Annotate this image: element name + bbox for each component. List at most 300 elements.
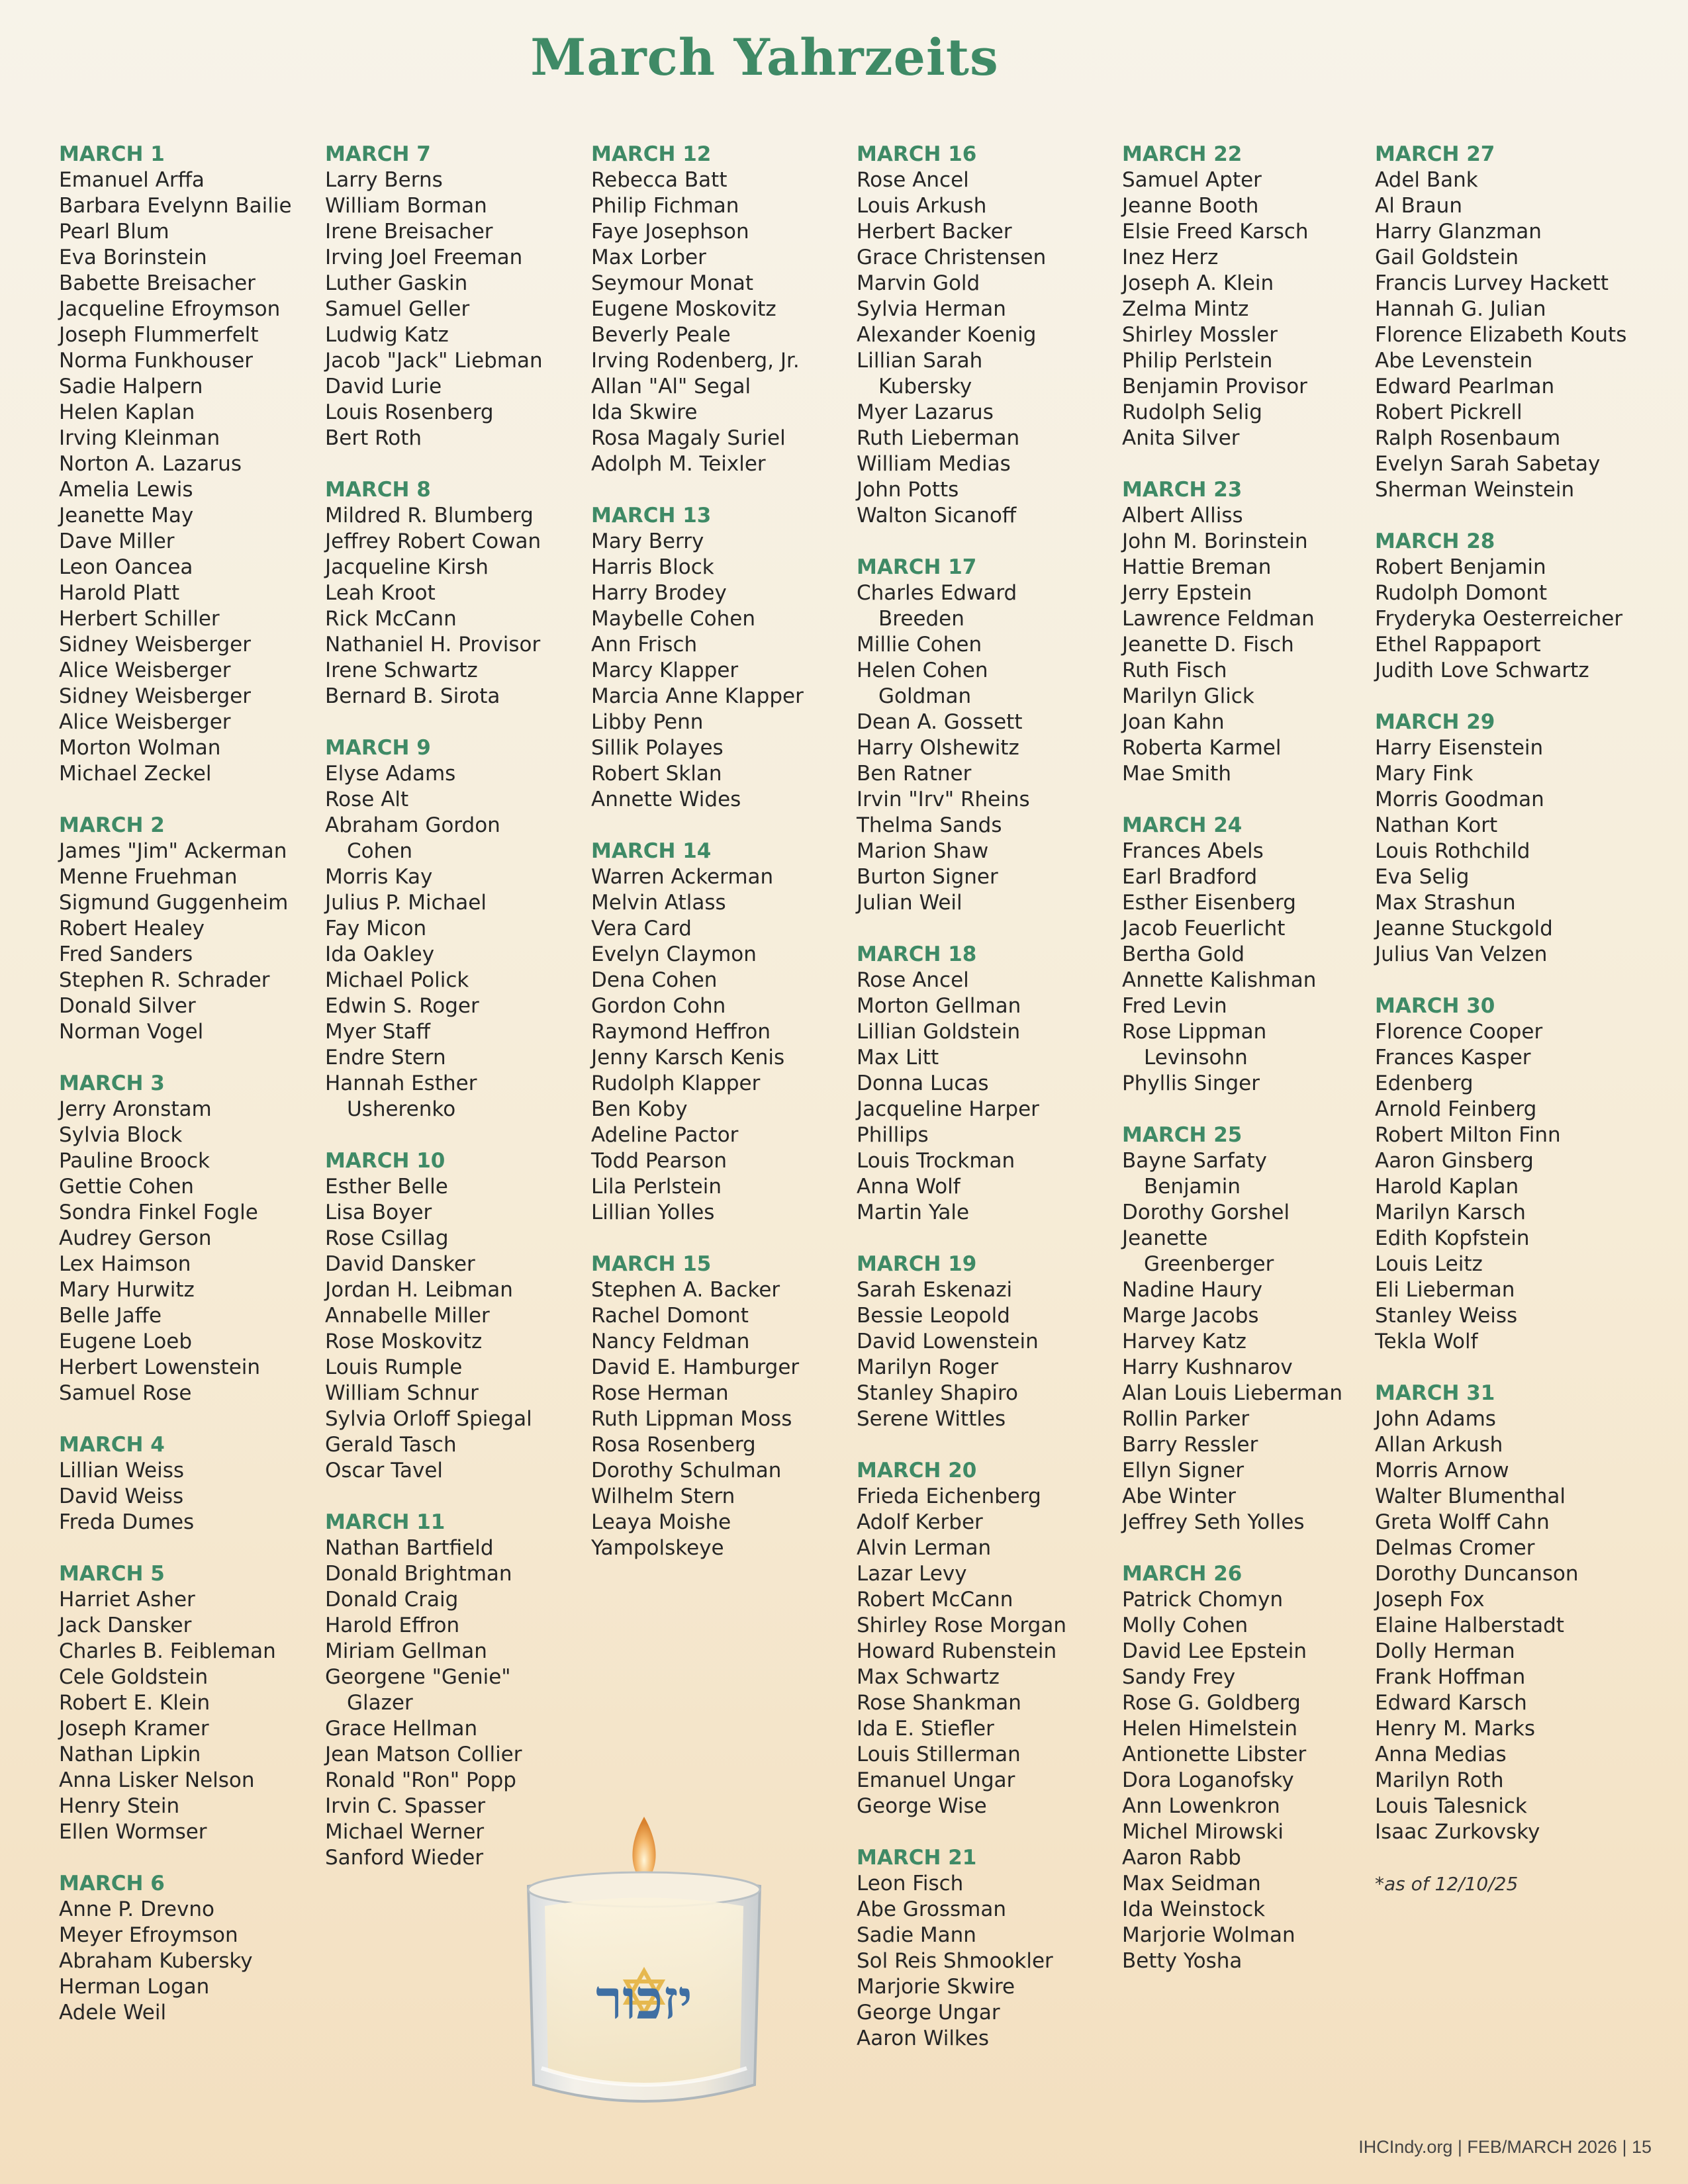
name-text: Joseph Fox [1375, 1588, 1485, 1612]
date-group [59, 1871, 292, 2026]
name-entry [59, 839, 292, 864]
name-text: Walter Blumenthal [1375, 1484, 1566, 1508]
name-entry [1375, 1277, 1626, 1303]
name-text: Rose Alt [325, 788, 409, 811]
name-entry [591, 1381, 804, 1406]
name-text: Harriet Asher [59, 1588, 195, 1612]
name-entry [1375, 1174, 1626, 1200]
name-text: Bertha Gold [1122, 942, 1245, 966]
name-text: Sylvia Orloff Spiegal [325, 1407, 532, 1431]
name-text: Adele Weil [59, 2001, 167, 2025]
name-text: Serene Wittles [857, 1407, 1006, 1431]
date-group [1375, 709, 1626, 968]
name-text: Leah Kroot [325, 581, 436, 605]
name-entry [857, 1045, 1066, 1071]
name-text: Judith Love Schwartz [1375, 659, 1589, 682]
name-entry [591, 374, 804, 400]
name-text: Michel Mirowski [1122, 1820, 1284, 1844]
name-text: Max Seidman [1122, 1872, 1261, 1895]
name-text: Earl Bradford [1122, 865, 1258, 889]
name-entry [1375, 451, 1626, 477]
name-text: Sidney Weisberger [59, 633, 252, 657]
name-entry [591, 632, 804, 658]
name-entry [325, 1561, 543, 1587]
name-entry [857, 1768, 1066, 1794]
name-text: Charles B. Feibleman [59, 1639, 276, 1663]
name-text: Leaya Moishe [591, 1510, 731, 1534]
name-entry [1375, 1200, 1626, 1226]
name-entry [1122, 1845, 1342, 1871]
date-heading: MARCH 28 [1375, 529, 1495, 553]
name-entry [591, 348, 804, 374]
date-heading: MARCH 17 [857, 555, 977, 579]
name-text: Millie Cohen [857, 633, 982, 657]
name-entry [591, 916, 804, 942]
name-entry [1375, 1613, 1626, 1639]
name-entry [857, 1071, 1066, 1097]
name-text: Jerry Aronstam [59, 1097, 212, 1121]
name-text: Thelma Sands [857, 813, 1002, 837]
date-group [1375, 1381, 1626, 1845]
name-text: Henry Stein [59, 1794, 180, 1818]
name-entry [1122, 864, 1342, 890]
name-entry [59, 709, 292, 735]
name-entry [325, 890, 543, 916]
name-entry [1122, 968, 1342, 993]
name-text: Ralph Rosenbaum [1375, 426, 1561, 450]
name-text: Myer Staff [325, 1020, 430, 1044]
name-text: Abe Grossman [857, 1897, 1007, 1921]
name-entry [857, 1794, 1066, 1819]
date-group [857, 942, 1066, 1226]
name-text: Tekla Wolf [1375, 1330, 1478, 1353]
name-entry [325, 374, 543, 400]
name-entry [857, 1716, 1066, 1742]
name-text: Julius P. Michael [325, 891, 487, 915]
name-entry [1122, 1406, 1342, 1432]
name-entry [591, 400, 804, 426]
name-text: Florence Elizabeth Kouts [1375, 323, 1627, 347]
name-entry [325, 503, 543, 529]
name-entry [59, 503, 292, 529]
date-heading: MARCH 1 [59, 142, 165, 166]
name-entry [325, 1200, 543, 1226]
name-entry [857, 1948, 1066, 1974]
date-group [325, 477, 543, 709]
date-group [1122, 1561, 1342, 1974]
date-heading: MARCH 23 [1122, 478, 1243, 502]
name-entry [59, 2000, 292, 2026]
name-text: Florence Cooper [1375, 1020, 1543, 1044]
name-entry [1122, 400, 1342, 426]
name-entry [59, 1510, 292, 1535]
name-entry [325, 1226, 543, 1251]
name-entry [1375, 1329, 1626, 1355]
name-entry [1375, 890, 1626, 916]
name-text: Stephen R. Schrader [59, 968, 270, 992]
name-text: Rudolph Klapper [591, 1071, 761, 1095]
name-entry [1122, 761, 1342, 787]
name-entry [59, 1122, 292, 1148]
name-text: Abe Levenstein [1375, 349, 1533, 373]
name-entry [59, 374, 292, 400]
name-text: Emanuel Arffa [59, 168, 205, 192]
name-text: Anna Medias [1375, 1743, 1507, 1766]
name-entry [325, 787, 543, 813]
page-footer: IHCIndy.org | FEB/MARCH 2026 | 15 [1358, 2137, 1652, 2157]
name-entry [59, 1381, 292, 1406]
name-text: Herbert Lowenstein [59, 1355, 261, 1379]
name-text: Abraham Gordon [325, 813, 500, 837]
name-entry [1122, 1381, 1342, 1406]
name-text: Frieda Eichenberg [857, 1484, 1041, 1508]
name-text: Jean Matson Collier [325, 1743, 522, 1766]
name-continuation: Breeden [878, 607, 964, 631]
name-text: Belle Jaffe [59, 1304, 162, 1328]
name-entry [591, 1148, 804, 1174]
name-text: Aaron Wilkes [857, 2026, 990, 2050]
name-entry [59, 1768, 292, 1794]
name-text: Rose Ancel [857, 168, 969, 192]
name-entry [1122, 839, 1342, 864]
name-entry [325, 864, 543, 890]
date-group [1375, 529, 1626, 684]
name-entry [857, 1613, 1066, 1639]
name-entry [1122, 322, 1342, 348]
name-text: Lillian Goldstein [857, 1020, 1021, 1044]
name-entry [1375, 1406, 1626, 1432]
name-text: Oscar Tavel [325, 1459, 444, 1482]
date-group [591, 839, 804, 1226]
name-text: Robert McCann [857, 1588, 1013, 1612]
name-entry [591, 580, 804, 606]
date-heading: MARCH 9 [325, 736, 431, 760]
name-entry [1122, 1613, 1342, 1639]
name-text: Donna Lucas [857, 1071, 989, 1095]
name-text: Michael Zeckel [59, 762, 212, 786]
name-text: Jack Dansker [59, 1614, 192, 1637]
name-text: Bernard B. Sirota [325, 684, 500, 708]
name-entry [591, 864, 804, 890]
name-text: Seymour Monat [591, 271, 754, 295]
name-text: Joseph A. Klein [1122, 271, 1274, 295]
name-entry [857, 1484, 1066, 1510]
name-text: Annette Wides [591, 788, 741, 811]
name-text: Lex Haimson [59, 1252, 191, 1276]
name-text: Morton Wolman [59, 736, 221, 760]
name-entry [325, 606, 543, 632]
name-text: Delmas Cromer [1375, 1536, 1535, 1560]
date-group [1122, 1122, 1342, 1535]
date-group [857, 555, 1066, 916]
name-text: Molly Cohen [1122, 1614, 1248, 1637]
name-entry [1122, 632, 1342, 658]
name-text: Eli Lieberman [1375, 1278, 1515, 1302]
name-entry [1375, 400, 1626, 426]
name-text: Ann Lowenkron [1122, 1794, 1280, 1818]
date-heading: MARCH 14 [591, 839, 712, 863]
name-text: Maybelle Cohen [591, 607, 755, 631]
name-text: Marjorie Skwire [857, 1975, 1015, 1999]
name-text: Frank Hoffman [1375, 1665, 1526, 1689]
name-entry [591, 1510, 804, 1535]
name-entry [59, 606, 292, 632]
name-entry [59, 477, 292, 503]
name-text: Patrick Chomyn [1122, 1588, 1284, 1612]
name-text: Samuel Geller [325, 297, 470, 321]
name-entry [591, 684, 804, 709]
name-entry [1122, 374, 1342, 400]
name-entry [591, 1535, 804, 1561]
name-text: Marvin Gold [857, 271, 980, 295]
name-entry [1375, 193, 1626, 219]
name-entry [325, 1019, 543, 1045]
name-entry [591, 993, 804, 1019]
name-text: Warren Ackerman [591, 865, 774, 889]
name-text: Alice Weisberger [59, 659, 231, 682]
name-entry [59, 555, 292, 580]
name-text: Sadie Halpern [59, 375, 203, 398]
memorial-candle-icon [515, 1807, 773, 2118]
name-text: Anita Silver [1122, 426, 1240, 450]
date-heading: MARCH 15 [591, 1252, 712, 1276]
name-entry [59, 1923, 292, 1948]
name-entry [1375, 1742, 1626, 1768]
name-text: Rosa Magaly Suriel [591, 426, 786, 450]
name-text: Eugene Loeb [59, 1330, 193, 1353]
name-text: Amelia Lewis [59, 478, 193, 502]
name-text: Harry Glanzman [1375, 220, 1542, 244]
name-entry [1375, 477, 1626, 503]
name-text: Max Schwartz [857, 1665, 1000, 1689]
name-text: Marilyn Roger [857, 1355, 999, 1379]
name-entry [325, 1329, 543, 1355]
name-entry [59, 348, 292, 374]
name-text: Roberta Karmel [1122, 736, 1282, 760]
name-text: Joseph Kramer [59, 1717, 209, 1741]
name-text: Harold Kaplan [1375, 1175, 1519, 1199]
name-entry [1122, 1639, 1342, 1664]
name-entry [857, 1097, 1066, 1122]
name-entry [1122, 735, 1342, 761]
name-text: Dorothy Schulman [591, 1459, 782, 1482]
name-text: Julian Weil [857, 891, 962, 915]
name-entry [1375, 1768, 1626, 1794]
name-text: Irving Joel Freeman [325, 246, 523, 269]
name-text: Ida Weinstock [1122, 1897, 1266, 1921]
name-entry [1122, 606, 1342, 632]
name-entry [59, 1019, 292, 1045]
name-entry [325, 167, 543, 193]
name-text: Julius Van Velzen [1375, 942, 1548, 966]
name-text: Max Litt [857, 1046, 939, 1069]
name-text: Georgene "Genie" [325, 1665, 511, 1689]
name-text: Jeffrey Seth Yolles [1122, 1510, 1305, 1534]
name-entry [325, 555, 543, 580]
name-text: Allan "Al" Segal [591, 375, 751, 398]
name-entry [857, 813, 1066, 839]
name-entry [1375, 1303, 1626, 1329]
name-text: Pearl Blum [59, 220, 169, 244]
name-entry [591, 426, 804, 451]
name-text: Fay Micon [325, 917, 427, 940]
name-text: Mary Hurwitz [59, 1278, 195, 1302]
name-entry [59, 632, 292, 658]
name-text: Aaron Rabb [1122, 1846, 1241, 1870]
name-text: Walton Sicanoff [857, 504, 1017, 527]
date-heading: MARCH 7 [325, 142, 431, 166]
name-entry [857, 1406, 1066, 1432]
name-text: Ronald "Ron" Popp [325, 1768, 516, 1792]
date-heading: MARCH 2 [59, 813, 165, 837]
name-text: Irene Breisacher [325, 220, 493, 244]
name-entry [1375, 735, 1626, 761]
name-text: Esther Belle [325, 1175, 448, 1199]
name-entry [59, 1329, 292, 1355]
name-entry [1122, 1716, 1342, 1742]
name-entry [591, 529, 804, 555]
date-group [857, 1251, 1066, 1432]
name-entry [325, 1768, 543, 1794]
date-heading: MARCH 26 [1122, 1562, 1243, 1586]
date-heading: MARCH 5 [59, 1562, 165, 1586]
name-text: Vera Card [591, 917, 692, 940]
name-entry [325, 1458, 543, 1484]
date-heading: MARCH 27 [1375, 142, 1495, 166]
name-text: Dena Cohen [591, 968, 718, 992]
date-group [591, 142, 804, 477]
name-text: Yampolskeye [591, 1536, 724, 1560]
name-entry [857, 1174, 1066, 1200]
name-entry [1375, 761, 1626, 787]
name-entry [1375, 813, 1626, 839]
name-entry [59, 1613, 292, 1639]
name-text: Helen Kaplan [59, 400, 195, 424]
name-text: Harold Platt [59, 581, 180, 605]
name-text: David Lowenstein [857, 1330, 1039, 1353]
name-entry [591, 1071, 804, 1097]
name-entry [1122, 271, 1342, 296]
name-entry [59, 426, 292, 451]
name-entry [1375, 1535, 1626, 1561]
name-entry [59, 580, 292, 606]
name-text: Ellen Wormser [59, 1820, 207, 1844]
name-entry [1122, 1768, 1342, 1794]
name-entry [325, 1716, 543, 1742]
name-entry [857, 632, 1066, 658]
name-entry [59, 942, 292, 968]
name-text: Joseph Flummerfelt [59, 323, 259, 347]
name-entry [1375, 1587, 1626, 1613]
name-entry [59, 658, 292, 684]
name-text: Marge Jacobs [1122, 1304, 1259, 1328]
name-text: Francis Lurvey Hackett [1375, 271, 1609, 295]
date-group [1122, 477, 1342, 787]
name-text: Gordon Cohn [591, 994, 726, 1018]
name-entry [1122, 193, 1342, 219]
name-entry [591, 735, 804, 761]
name-text: Melvin Atlass [591, 891, 726, 915]
name-entry [1375, 864, 1626, 890]
name-entry [325, 1251, 543, 1277]
name-entry [1375, 245, 1626, 271]
name-entry [857, 1510, 1066, 1535]
name-text: Louis Rothchild [1375, 839, 1530, 863]
name-entry [325, 400, 543, 426]
name-entry [591, 761, 804, 787]
name-entry [857, 167, 1066, 193]
name-text: Benjamin Provisor [1122, 375, 1307, 398]
name-text: Abraham Kubersky [59, 1949, 253, 1973]
name-text: Ida E. Stiefler [857, 1717, 994, 1741]
name-text: Jacqueline Harper [857, 1097, 1039, 1121]
name-entry [325, 296, 543, 322]
name-text: Ruth Lieberman [857, 426, 1020, 450]
name-entry [857, 503, 1066, 529]
name-text: David Lurie [325, 375, 442, 398]
name-entry [857, 580, 1066, 632]
name-entry [325, 271, 543, 296]
name-entry [857, 426, 1066, 451]
date-heading: MARCH 19 [857, 1252, 977, 1276]
name-entry [1375, 167, 1626, 193]
name-entry [1122, 1484, 1342, 1510]
name-entry [325, 245, 543, 271]
name-entry [1375, 322, 1626, 348]
name-entry [857, 1639, 1066, 1664]
name-entry [59, 322, 292, 348]
name-entry [1122, 1948, 1342, 1974]
name-text: Aaron Ginsberg [1375, 1149, 1534, 1173]
name-text: Rachel Domont [591, 1304, 749, 1328]
name-entry [1122, 1742, 1342, 1768]
name-entry [325, 1071, 543, 1122]
name-text: Donald Craig [325, 1588, 459, 1612]
name-text: Sanford Wieder [325, 1846, 484, 1870]
name-entry [1375, 839, 1626, 864]
name-text: Edenberg [1375, 1071, 1474, 1095]
name-entry [1122, 916, 1342, 942]
name-entry [325, 580, 543, 606]
name-continuation: Benjamin [1144, 1175, 1241, 1199]
name-entry [1122, 426, 1342, 451]
date-group [59, 1561, 292, 1845]
name-text: Jacqueline Efroymson [59, 297, 281, 321]
name-text: Elaine Halberstadt [1375, 1614, 1564, 1637]
page-title: March Yahrzeits [530, 28, 999, 87]
name-entry [1375, 1484, 1626, 1510]
name-text: Dolly Herman [1375, 1639, 1515, 1663]
name-entry [1375, 606, 1626, 632]
name-entry [591, 1355, 804, 1381]
name-entry [325, 1406, 543, 1432]
name-entry [59, 1690, 292, 1716]
name-text: Mary Berry [591, 529, 704, 553]
name-entry [857, 451, 1066, 477]
date-heading: MARCH 12 [591, 142, 712, 166]
name-entry [591, 1045, 804, 1071]
name-entry [1122, 348, 1342, 374]
name-text: Arnold Feinberg [1375, 1097, 1537, 1121]
name-entry [1122, 709, 1342, 735]
name-text: Evelyn Sarah Sabetay [1375, 452, 1601, 476]
name-text: Marcia Anne Klapper [591, 684, 804, 708]
name-text: Harry Brodey [591, 581, 727, 605]
name-text: David Lee Epstein [1122, 1639, 1307, 1663]
name-entry [1375, 1432, 1626, 1458]
name-entry [1122, 1897, 1342, 1923]
name-text: Harry Olshewitz [857, 736, 1019, 760]
